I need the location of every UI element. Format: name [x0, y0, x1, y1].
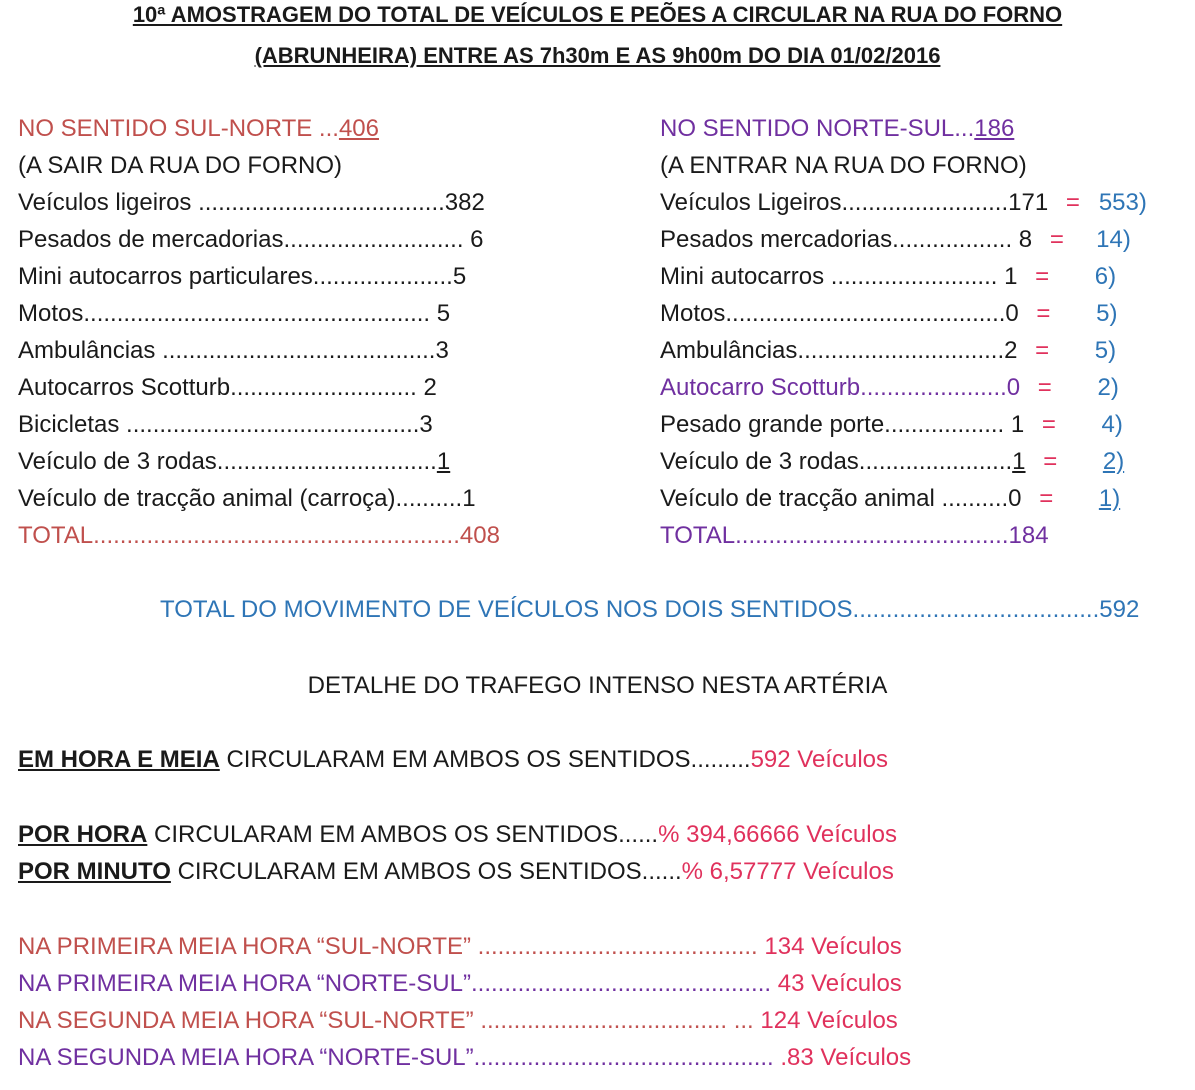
document-title-line-1: 10ª AMOSTRAGEM DO TOTAL DE VEÍCULOS E PEÕES A CIRCULAR NA RUA DO FORNO	[132, 2, 1063, 27]
norte-sul-row: Autocarro Scotturb......................0 = 2)	[660, 374, 1119, 401]
document-title-line-2: (ABRUNHEIRA) ENTRE AS 7h30m E AS 9h00m DO DIA 01/02/2016	[254, 43, 941, 68]
sul-norte-subheading: (A SAIR DA RUA DO FORNO)	[18, 152, 343, 179]
half-hour-line: NA SEGUNDA MEIA HORA “NORTE-SUL”............................................. .83 Veículos	[18, 1044, 912, 1071]
detail-heading: DETALHE DO TRAFEGO INTENSO NESTA ARTÉRIA	[307, 672, 888, 699]
sul-norte-row: Ambulâncias .........................................3	[18, 337, 449, 364]
total-both-directions: TOTAL DO MOVIMENTO DE VEÍCULOS NOS DOIS SENTIDOS.....................................592	[160, 596, 1140, 623]
half-hour-line: NA PRIMEIRA MEIA HORA “SUL-NORTE” .......................................... 134 Veículos	[18, 933, 902, 960]
sul-norte-row: Veículo de 3 rodas.................................1	[18, 448, 451, 475]
sul-norte-row: Veículo de tracção animal (carroça)..........1	[18, 485, 476, 512]
half-hour-line: NA PRIMEIRA MEIA HORA “NORTE-SUL”............................................. 43 Veículos	[18, 970, 902, 997]
sul-norte-row: Motos.................................................... 5	[18, 300, 451, 327]
sul-norte-row: Autocarros Scotturb............................ 2	[18, 374, 437, 401]
sul-norte-row: Pesados de mercadorias........................... 6	[18, 226, 484, 253]
norte-sul-row: Mini autocarros ......................... 1 = 6)	[660, 263, 1117, 290]
norte-sul-row: Veículo de tracção animal ..........0 = 1)	[660, 485, 1121, 512]
sul-norte-row: Bicicletas ............................................3	[18, 411, 433, 438]
por-hora-line: POR HORA CIRCULARAM EM AMBOS OS SENTIDOS......% 394,66666 Veículos	[18, 821, 897, 848]
sul-norte-row: Mini autocarros particulares.....................5	[18, 263, 467, 290]
norte-sul-total: TOTAL.........................................184	[660, 522, 1049, 549]
norte-sul-row: Veículo de 3 rodas.......................1 = 2)	[660, 448, 1125, 475]
norte-sul-row: Ambulâncias...............................2 = 5)	[660, 337, 1117, 364]
norte-sul-row: Veículos Ligeiros.........................171 = 553)	[660, 189, 1147, 216]
sul-norte-heading: NO SENTIDO SUL-NORTE ...406	[18, 115, 379, 142]
hora-meia-line: EM HORA E MEIA CIRCULARAM EM AMBOS OS SENTIDOS.........592 Veículos	[18, 746, 888, 773]
norte-sul-row: Pesado grande porte.................. 1 = 4)	[660, 411, 1123, 438]
norte-sul-row: Motos..........................................0 = 5)	[660, 300, 1118, 327]
norte-sul-subheading: (A ENTRAR NA RUA DO FORNO)	[660, 152, 1027, 179]
half-hour-line: NA SEGUNDA MEIA HORA “SUL-NORTE” ..................................... ... 124 Veículos	[18, 1007, 898, 1034]
norte-sul-row: Pesados mercadorias.................. 8 = 14)	[660, 226, 1131, 253]
sul-norte-heading-value: 406	[338, 115, 379, 142]
sul-norte-total: TOTAL.......................................................408	[18, 522, 500, 549]
norte-sul-heading: NO SENTIDO NORTE-SUL...186	[660, 115, 1015, 142]
sul-norte-row: Veículos ligeiros .....................................382	[18, 189, 485, 216]
por-minuto-line: POR MINUTO CIRCULARAM EM AMBOS OS SENTIDOS......% 6,57777 Veículos	[18, 858, 894, 885]
norte-sul-heading-value: 186	[974, 115, 1015, 142]
